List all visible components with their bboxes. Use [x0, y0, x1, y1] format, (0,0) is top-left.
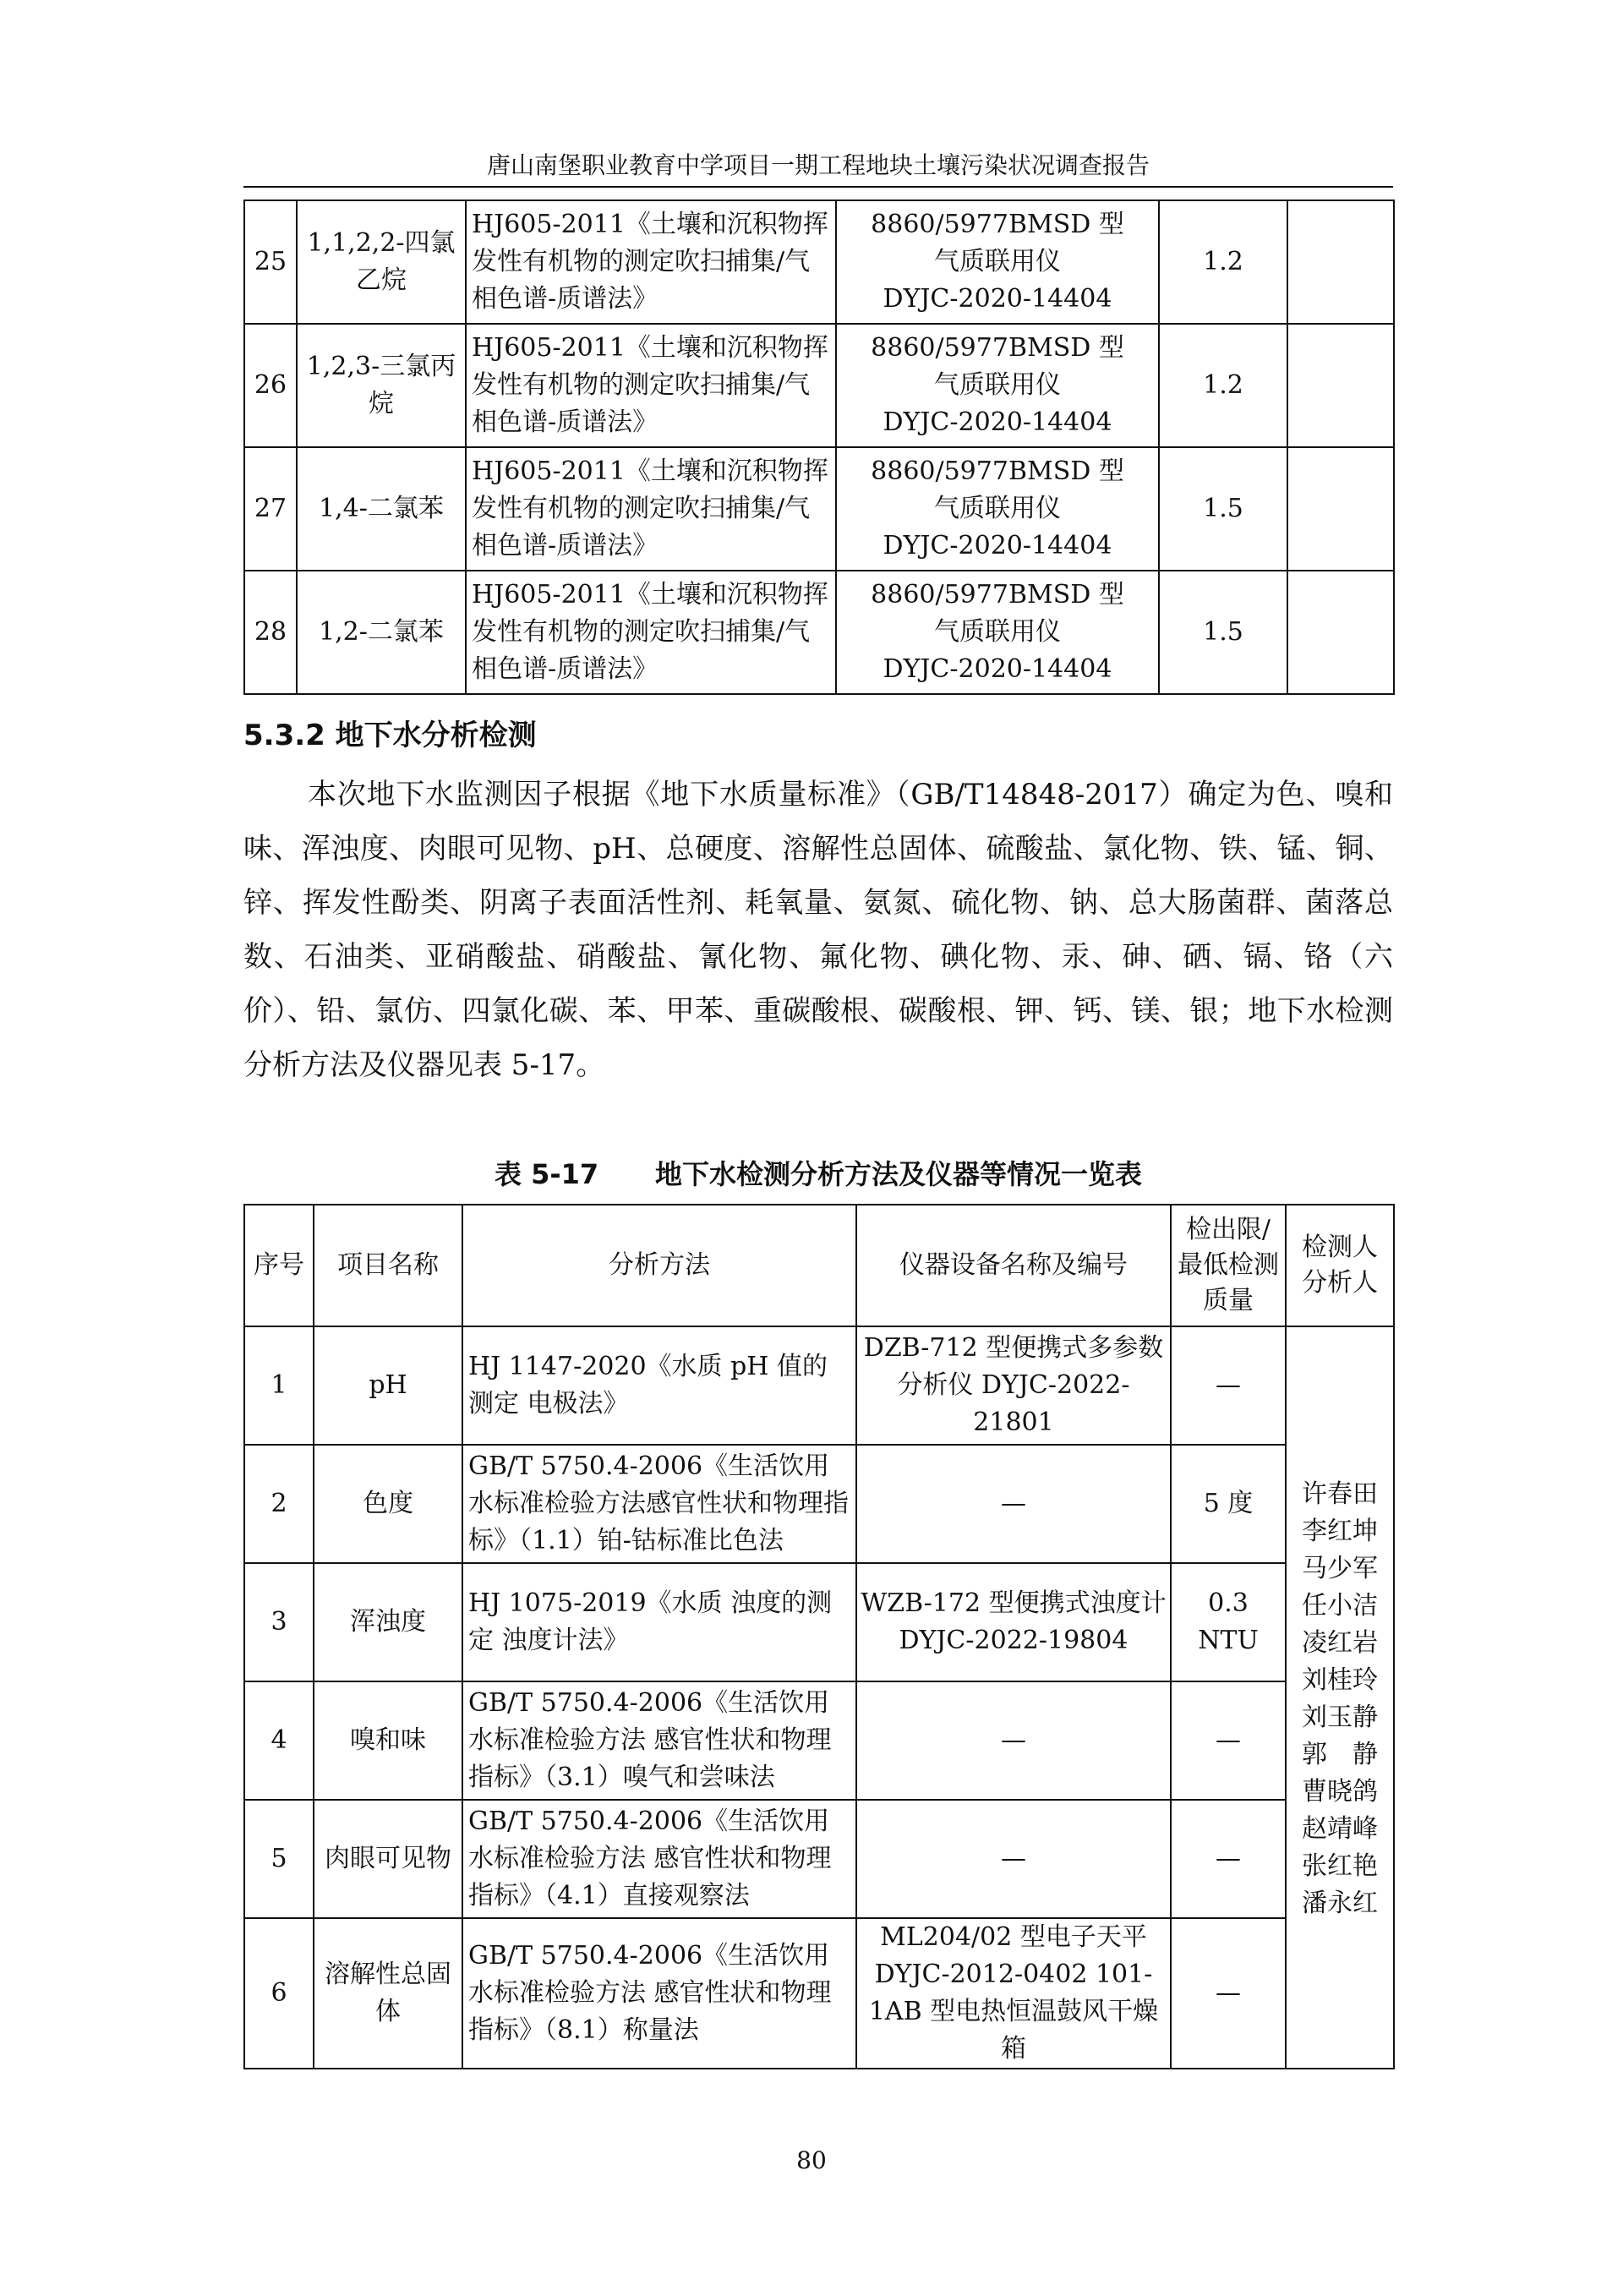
- cell-name: 浑浊度: [314, 1563, 462, 1681]
- cell-method: HJ605-2011《土壤和沉积物挥发性有机物的测定吹扫捕集/气相色谱-质谱法》: [466, 447, 836, 571]
- cell-method: HJ 1075-2019《水质 浊度的测定 浊度计法》: [462, 1563, 856, 1681]
- cell-equipment: —: [856, 1681, 1171, 1800]
- table-row: [244, 200, 1394, 324]
- cell-name: 肉眼可见物: [314, 1800, 462, 1918]
- header-no: 序号: [244, 1205, 314, 1326]
- cell-person: [1287, 324, 1394, 447]
- cell-equipment: [836, 200, 1159, 324]
- cell-name: 1,4-二氯苯: [297, 447, 466, 571]
- cell-limit: 1.2: [1159, 200, 1287, 324]
- equipment-line: 气质联用仪: [934, 247, 1061, 276]
- section-title: 5.3.2 地下水分析检测: [243, 719, 537, 752]
- page-number: 80: [796, 2146, 827, 2174]
- cell-equipment: [836, 571, 1159, 694]
- table-row: [244, 324, 1394, 447]
- header-limit: 检出限/最低检测质量: [1171, 1205, 1286, 1326]
- cell-no: 26: [244, 324, 297, 447]
- person-name: 任小洁: [1302, 1591, 1378, 1621]
- cell-limit: —: [1171, 1326, 1286, 1445]
- cell-name: pH: [314, 1326, 462, 1445]
- cell-no: 3: [244, 1563, 314, 1681]
- table-row: [244, 1681, 1394, 1800]
- equipment-line: 8860/5977BMSD 型: [871, 333, 1124, 363]
- equipment-line: DYJC-2020-14404: [883, 284, 1112, 314]
- cell-method: GB/T 5750.4-2006《生活饮用水标准检验方法 感官性状和物理指标》（4.1）直接观察法: [462, 1800, 856, 1918]
- cell-person: [1287, 200, 1394, 324]
- cell-person: [1287, 571, 1394, 694]
- person-name: 马少军: [1302, 1554, 1378, 1583]
- table-row: [244, 1445, 1394, 1563]
- cell-limit: —: [1171, 1681, 1286, 1800]
- cell-limit: 1.5: [1159, 571, 1287, 694]
- equipment-line: DYJC-2020-14404: [883, 407, 1112, 437]
- cell-no: 6: [244, 1918, 314, 2069]
- cell-method: GB/T 5750.4-2006《生活饮用水标准检验方法 感官性状和物理指标》（3.1）嗅气和尝味法: [462, 1681, 856, 1800]
- cell-name: 1,1,2,2-四氯乙烷: [297, 200, 466, 324]
- person-name: 赵靖峰: [1302, 1814, 1378, 1844]
- equipment-line: 气质联用仪: [934, 617, 1061, 647]
- equipment-line: 气质联用仪: [934, 370, 1061, 400]
- cell-method: HJ 1147-2020《水质 pH 值的测定 电极法》: [462, 1326, 856, 1445]
- cell-method: GB/T 5750.4-2006《生活饮用水标准检验方法 感官性状和物理指标》（8.1）称量法: [462, 1918, 856, 2069]
- person-name: 张红艳: [1302, 1851, 1378, 1881]
- cell-name: 嗅和味: [314, 1681, 462, 1800]
- cell-method: HJ605-2011《土壤和沉积物挥发性有机物的测定吹扫捕集/气相色谱-质谱法》: [466, 571, 836, 694]
- header-name: 项目名称: [314, 1205, 462, 1326]
- person-name: 曹晓鸽: [1302, 1777, 1378, 1807]
- cell-no: 5: [244, 1800, 314, 1918]
- cell-limit: —: [1171, 1800, 1286, 1918]
- cell-limit: 1.2: [1159, 324, 1287, 447]
- person-name: 郭 静: [1302, 1740, 1378, 1769]
- cell-equipment: WZB-172 型便携式浊度计 DYJC-2022-19804: [856, 1563, 1171, 1681]
- cell-no: 27: [244, 447, 297, 571]
- person-name: 凌红岩: [1302, 1628, 1378, 1658]
- table-caption: 表 5-17 地下水检测分析方法及仪器等情况一览表: [494, 1158, 1143, 1190]
- page-header: 唐山南堡职业教育中学项目一期工程地块土壤污染状况调查报告: [486, 151, 1150, 179]
- cell-limit: 5 度: [1171, 1445, 1286, 1563]
- person-name: 李红坤: [1302, 1517, 1378, 1546]
- top-table: [243, 200, 1395, 695]
- cell-name: 色度: [314, 1445, 462, 1563]
- cell-equipment: DZB-712 型便携式多参数分析仪 DYJC-2022-21801: [856, 1326, 1171, 1445]
- person-name: 刘桂玲: [1302, 1665, 1378, 1695]
- cell-method: GB/T 5750.4-2006《生活饮用水标准检验方法感官性状和物理指标》（1.1）铂-钴标准比色法: [462, 1445, 856, 1563]
- cell-name: 1,2,3-三氯丙烷: [297, 324, 466, 447]
- equipment-line: 8860/5977BMSD 型: [871, 456, 1124, 486]
- cell-limit: —: [1171, 1918, 1286, 2069]
- equipment-line: 气质联用仪: [934, 494, 1061, 523]
- equipment-line: 8860/5977BMSD 型: [871, 580, 1124, 610]
- cell-no: 28: [244, 571, 297, 694]
- person-name: 刘玉静: [1302, 1703, 1378, 1732]
- header-person: 检测人分析人: [1286, 1205, 1394, 1326]
- cell-equipment: ML204/02 型电子天平 DYJC-2012-0402 101-1AB 型电热恒温鼓风干燥箱: [856, 1918, 1171, 2069]
- cell-name: 溶解性总固体: [314, 1918, 462, 2069]
- cell-no: 25: [244, 200, 297, 324]
- table-header-row: [244, 1205, 1394, 1326]
- cell-equipment: [836, 324, 1159, 447]
- cell-method: HJ605-2011《土壤和沉积物挥发性有机物的测定吹扫捕集/气相色谱-质谱法》: [466, 200, 836, 324]
- paragraph: 本次地下水监测因子根据《地下水质量标准》（GB/T14848-2017）确定为色、嗅和味、浑浊度、肉眼可见物、pH、总硬度、溶解性总固体、硫酸盐、氯化物、铁、锰、铜、锌、挥发性酚类、阴离子表面活性剂、耗氧量、氨氮、硫化物、钠、总大肠菌群、菌落总数、石油类、亚硝酸盐、硝酸盐、氰化物、氟化物、碘化物、汞、砷、硒、镉、铬（六价）、铅、氯仿、四氯化碳、苯、甲苯、重碳酸根、碳酸根、钾、钙、镁、银；地下水检测分析方法及仪器见表 5-17。: [243, 778, 1393, 1082]
- cell-person: [1287, 447, 1394, 571]
- table-row: [244, 571, 1394, 694]
- person-name: 许春田: [1302, 1479, 1378, 1509]
- equipment-line: 8860/5977BMSD 型: [871, 210, 1124, 239]
- main-table: [243, 1204, 1395, 2069]
- cell-no: 2: [244, 1445, 314, 1563]
- cell-equipment: [836, 447, 1159, 571]
- cell-equipment: —: [856, 1445, 1171, 1563]
- cell-limit: 0.3 NTU: [1171, 1563, 1286, 1681]
- cell-no: 4: [244, 1681, 314, 1800]
- table-row: [244, 1326, 1394, 1445]
- cell-limit: 1.5: [1159, 447, 1287, 571]
- person-name: 潘永红: [1302, 1889, 1378, 1918]
- header-method: 分析方法: [462, 1205, 856, 1326]
- cell-no: 1: [244, 1326, 314, 1445]
- table-row: [244, 1918, 1394, 2069]
- header-equipment: 仪器设备名称及编号: [856, 1205, 1171, 1326]
- cell-method: HJ605-2011《土壤和沉积物挥发性有机物的测定吹扫捕集/气相色谱-质谱法》: [466, 324, 836, 447]
- table-row: [244, 1800, 1394, 1918]
- cell-equipment: —: [856, 1800, 1171, 1918]
- header-rule: [243, 186, 1393, 188]
- equipment-line: DYJC-2020-14404: [883, 531, 1112, 560]
- cell-name: 1,2-二氯苯: [297, 571, 466, 694]
- table-row: [244, 447, 1394, 571]
- table-row: [244, 1563, 1394, 1681]
- equipment-line: DYJC-2020-14404: [883, 654, 1112, 684]
- cell-persons: [1286, 1326, 1394, 2069]
